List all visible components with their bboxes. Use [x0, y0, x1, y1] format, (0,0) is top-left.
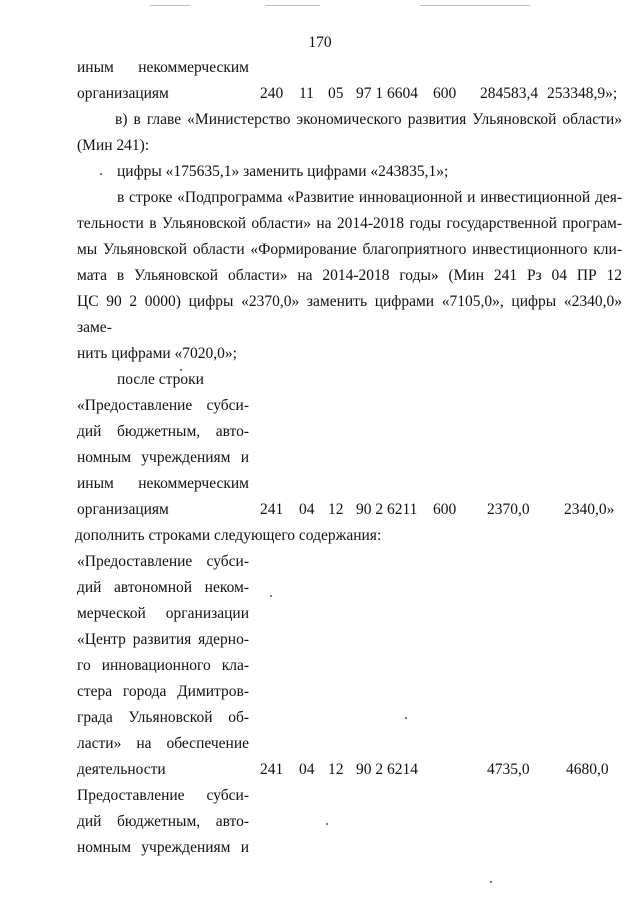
entry-name-line: иным некоммерческим [77, 59, 249, 76]
code-section: 04 [299, 501, 315, 518]
table-row [77, 809, 622, 835]
table-row [77, 601, 622, 627]
entry-name-line: дий бюджетным, авто- [77, 423, 249, 440]
code-subsection: 12 [328, 761, 344, 778]
paragraph-program-line: в строке «Подпрограмма «Развитие инновационной и инвестиционной дея- [117, 189, 622, 206]
table-row [77, 445, 622, 471]
scan-speck [100, 173, 102, 175]
code-target: 90 2 6214 [356, 761, 418, 778]
table-row [77, 731, 622, 757]
value-year1: 2370,0 [487, 501, 530, 518]
paragraph-program-line: мата в Ульяновской области» на 2014-2018 годы» (Мин 241 Рз 04 ПР 12 [77, 267, 622, 284]
table-row [77, 835, 622, 861]
table-row [77, 679, 622, 705]
paragraph-item-v: в) в главе «Министерство экономического развития Ульяновской области» [115, 111, 622, 128]
scan-speck [180, 369, 182, 371]
entry-name-line: номным учреждениям и [77, 839, 249, 856]
code-target: 97 1 6604 [356, 85, 418, 102]
entry-name-line: «Предоставление субси- [77, 397, 249, 414]
entry-name-line: организациям [77, 501, 169, 518]
paragraph-program-line: тельности в Ульяновской области» на 2014-2018 годы государственной програм- [77, 215, 622, 232]
value-year1: 284583,4 [480, 85, 539, 102]
entry-name-line: дий бюджетным, авто- [77, 813, 249, 830]
table-row [77, 419, 622, 445]
code-subsection: 12 [328, 501, 344, 518]
entry-name-line: «Предоставление субси- [77, 553, 249, 570]
entry-name-line: дий автономной неком- [77, 579, 249, 596]
paragraph-program-line: нить цифрами «7020,0»; [77, 345, 237, 362]
scan-artifact [420, 5, 530, 6]
code-target: 90 2 6211 [356, 501, 418, 518]
paragraph-item-v-cont: (Мин 241): [77, 137, 150, 154]
paragraph-program-line: мы Ульяновской области «Формирование благоприятного инвестиционного кли- [77, 241, 622, 258]
value-year2: 4680,0 [566, 761, 609, 778]
paragraph-add-rows: дополнить строками следующего содержания: [75, 527, 382, 544]
code-chapter: 241 [260, 761, 284, 778]
value-year1: 4735,0 [487, 761, 530, 778]
table-row [77, 81, 622, 107]
entry-name-line: номным учреждениям и [77, 449, 249, 466]
table-row [77, 55, 622, 81]
table-row [77, 653, 622, 679]
scan-artifact [150, 5, 190, 6]
code-expense-type: 600 [433, 501, 457, 518]
paragraph-after-row: после строки [117, 371, 204, 388]
entry-name-line: ласти» на обеспечение [77, 735, 249, 752]
code-expense-type: 600 [433, 85, 457, 102]
table-row [77, 549, 622, 575]
entry-name-line: града Ульяновской об- [77, 709, 249, 726]
code-section: 04 [299, 761, 315, 778]
table-row [77, 575, 622, 601]
entry-name-line: Предоставление субси- [77, 787, 249, 804]
table-row [77, 393, 622, 419]
scan-speck [405, 717, 407, 719]
paragraph-program-line: ЦС 90 2 0000) цифры «2370,0» заменить цифрами «7105,0», цифры «2340,0» заме- [77, 293, 622, 336]
value-year2: 253348,9»; [547, 85, 618, 102]
scan-speck [326, 823, 328, 825]
page-number: 170 [308, 34, 332, 51]
table-row [77, 497, 622, 523]
entry-name-line: организациям [77, 85, 169, 102]
code-chapter: 240 [260, 85, 284, 102]
value-year2: 2340,0» [564, 501, 615, 518]
table-row [77, 471, 622, 497]
paragraph-replace: цифры «175635,1» заменить цифрами «243835,1»; [117, 163, 449, 180]
entry-name-line: го инновационного кла- [77, 657, 249, 674]
table-row [77, 757, 622, 783]
code-subsection: 05 [328, 85, 344, 102]
table-row [77, 627, 622, 653]
entry-name-line: «Центр развития ядерно- [77, 631, 249, 648]
document-body [77, 55, 622, 861]
table-row [77, 783, 622, 809]
scan-artifact [265, 5, 320, 6]
code-chapter: 241 [260, 501, 284, 518]
code-section: 11 [299, 85, 314, 102]
scan-speck [490, 881, 492, 883]
scan-speck [270, 595, 272, 597]
entry-name-line: стера города Димитров- [77, 683, 249, 700]
entry-name-line: мерческой организации [77, 605, 249, 622]
table-row [77, 705, 622, 731]
entry-name-line: деятельности [77, 761, 166, 778]
entry-name-line: иным некоммерческим [77, 475, 249, 492]
